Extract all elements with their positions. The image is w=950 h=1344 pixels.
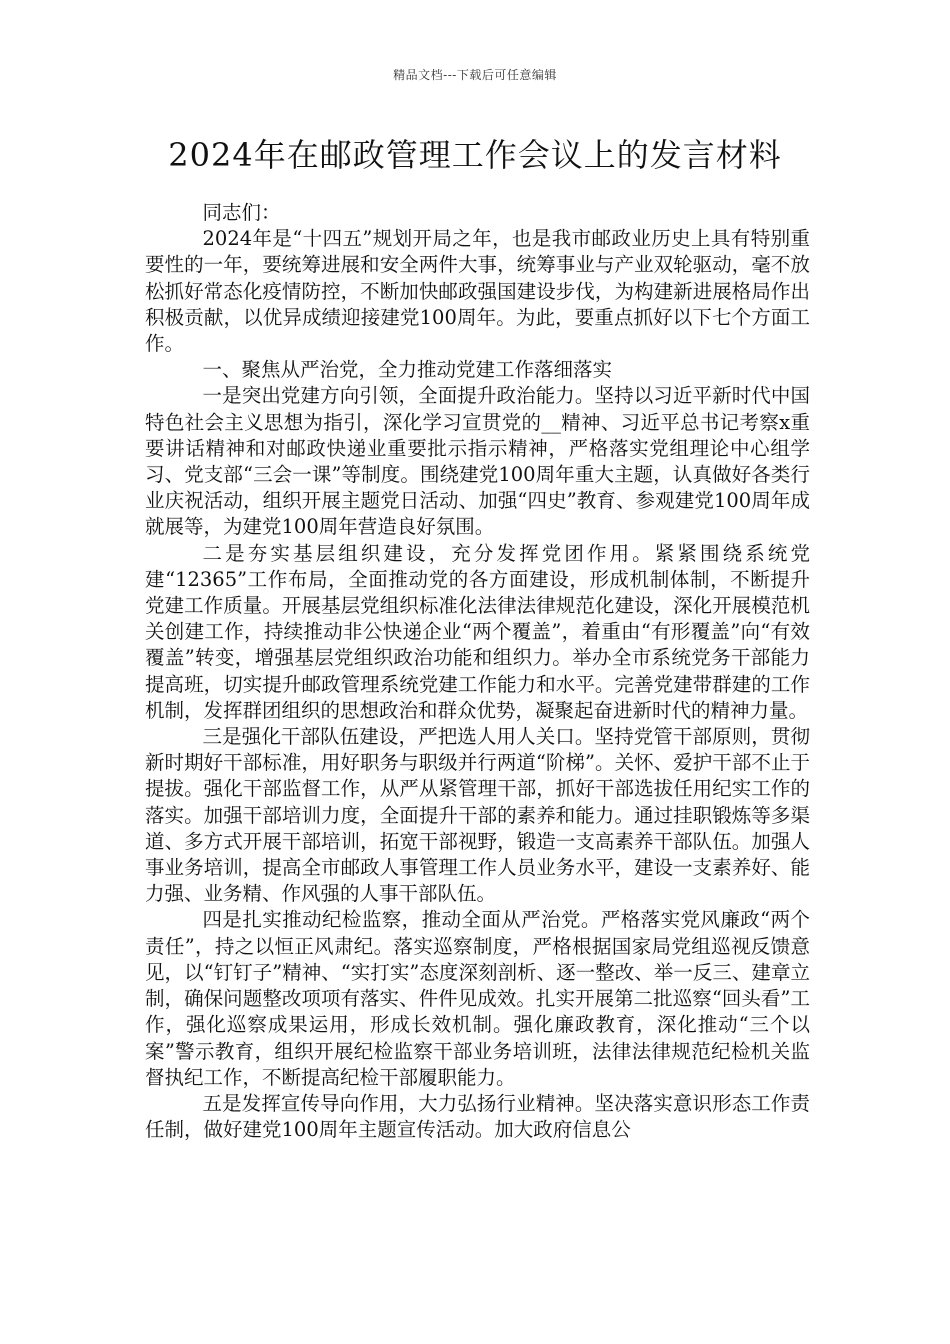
- document-title: 2024年在邮政管理工作会议上的发言材料: [168, 136, 782, 174]
- paragraph-point-1: 一是突出党建方向引领，全面提升政治能力。坚持以习近平新时代中国特色社会主义思想为指引，深化学习宣贯党的__精神、习近平总书记考察x重要讲话精神和对邮政快递业重要批示指示精神，严格落实党组理论中心组学习、党支部“三会一课”等制度。围绕建党100周年重大主题，认真做好各类行业庆祝活动，组织开展主题党日活动、加强“四史”教育、参观建党100周年成就展等，为建党100周年营造良好氛围。: [145, 384, 810, 539]
- header-note: 精品文档---下载后可任意编辑: [393, 68, 557, 82]
- paragraph-point-3: 三是强化干部队伍建设，严把选人用人关口。坚持党管干部原则，贯彻新时期好干部标准，用好职务与职级并行两道“阶梯”。关怀、爱护干部不止于提拔。强化干部监督工作，从严从紧管理干部，抓好干部选拔任用纪实工作的落实。加强干部培训力度，全面提升干部的素养和能力。通过挂职锻炼等多渠道、多方式开展干部培训，拓宽干部视野，锻造一支高素养干部队伍。加强人事业务培训，提高全市邮政人事管理工作人员业务水平，建设一支素养好、能力强、业务精、作风强的人事干部队伍。: [145, 725, 810, 906]
- paragraph-intro: 2024年是“十四五”规划开局之年，也是我市邮政业历史上具有特别重要性的一年，要统筹进展和安全两件大事，统筹事业与产业双轮驱动，毫不放松抓好常态化疫情防控，不断加快邮政强国建设步伐，为构建新进展格局作出积极贡献，以优异成绩迎接建党100周年。为此，要重点抓好以下七个方面工作。: [145, 227, 810, 356]
- salutation: 同志们：: [202, 201, 281, 224]
- paragraph-point-5: 五是发挥宣传导向作用，大力弘扬行业精神。坚决落实意识形态工作责任制，做好建党100周年主题宣传活动。加大政府信息公: [145, 1091, 810, 1142]
- section-heading-1: 一、聚焦从严治党，全力推动党建工作落细落实: [202, 358, 613, 382]
- paragraph-point-2: 二是夯实基层组织建设，充分发挥党团作用。紧紧围绕系统党建“12365”工作布局，全面推动党的各方面建设，形成机制体制，不断提升党建工作质量。开展基层党组织标准化法律法律规范化建设，深化开展模范机关创建工作，持续推动非公快递企业“两个覆盖”，着重由“有形覆盖”向“有效覆盖”转变，增强基层党组织政治功能和组织力。举办全市系统党务干部能力提高班，切实提升邮政管理系统党建工作能力和水平。完善党建带群建的工作机制，发挥群团组织的思想政治和群众优势，凝聚起奋进新时代的精神力量。: [145, 541, 810, 722]
- paragraph-point-4: 四是扎实推动纪检监察，推动全面从严治党。严格落实党风廉政“两个责任”，持之以恒正风肃纪。落实巡察制度，严格根据国家局党组巡视反馈意见，以“钉钉子”精神、“实打实”态度深刻剖析、逐一整改、举一反三、建章立制，确保问题整改项项有落实、件件见成效。扎实开展第二批巡察“回头看”工作，强化巡察成果运用，形成长效机制。强化廉政教育，深化推动“三个以案”警示教育，组织开展纪检监察干部业务培训班，法律法律规范纪检机关监督执纪工作，不断提高纪检干部履职能力。: [145, 908, 810, 1089]
- document-body: [145, 200, 810, 1143]
